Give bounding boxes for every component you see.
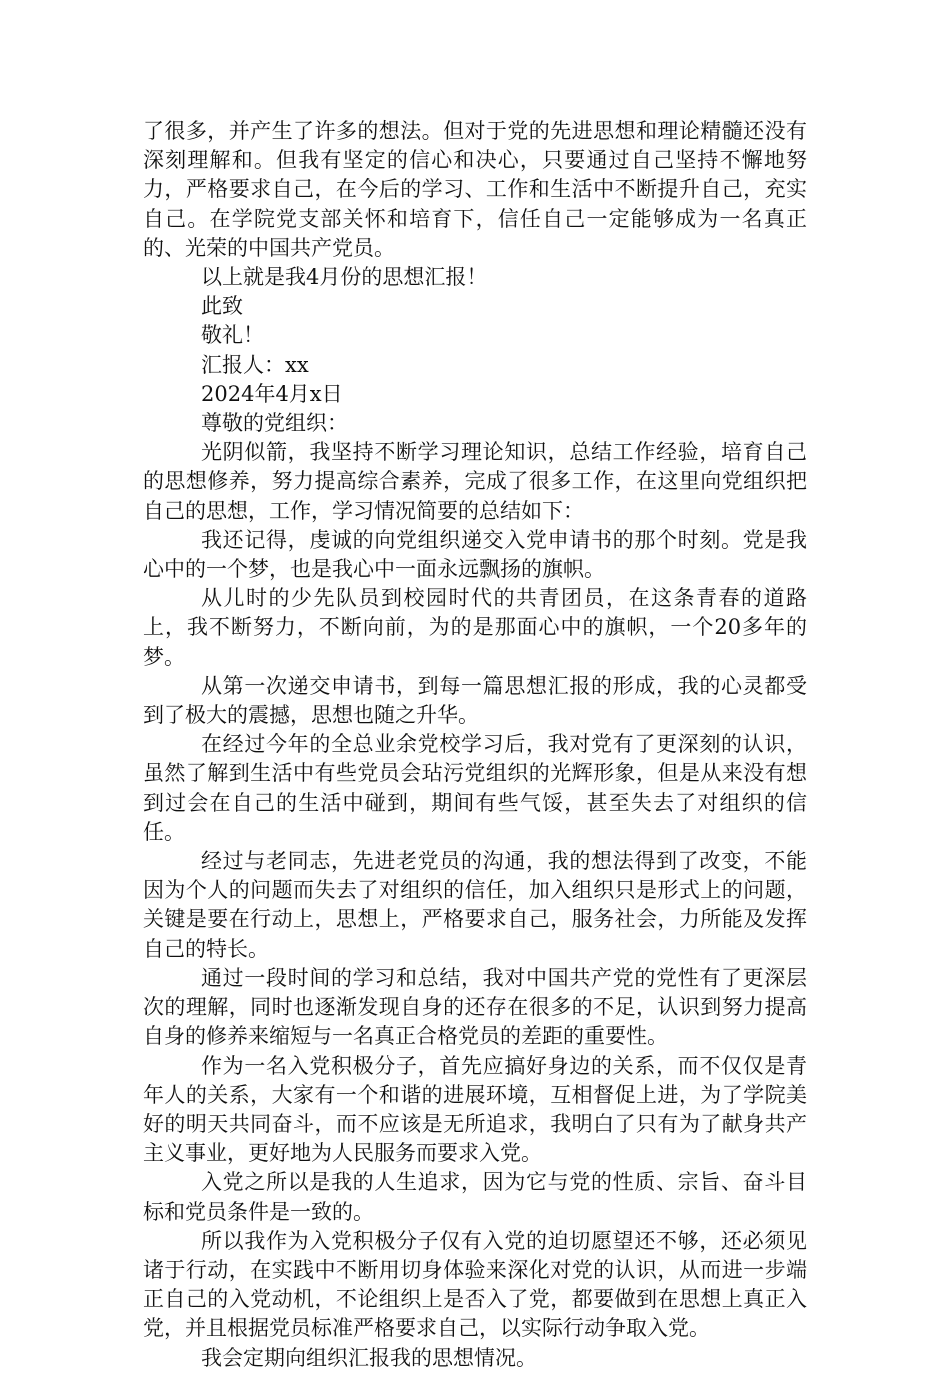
paragraph-continued: 了很多，并产生了许多的想法。但对于党的先进思想和理论精髓还没有深刻理解和。但我有坚定的信心和决心，只要通过自己坚持不懈地努力，严格要求自己，在今后的学习、工作和生活中不断提升自己，充实自己。在学院党支部关怀和培育下，信任自己一定能够成为一名真正的、光荣的中国共产党员。 xyxy=(143,119,807,260)
paragraph-closing-statement: 以上就是我4月份的思想汇报！ xyxy=(201,265,488,290)
paragraph-body: 通过一段时间的学习和总结，我对中国共产党的党性有了更深层次的理解，同时也逐渐发现自身的还存在很多的不足，认识到努力提高自身的修养来缩短与一名真正合格党员的差距的重要性。 xyxy=(143,965,807,1049)
document-page xyxy=(143,117,807,1373)
paragraph-body: 所以我作为入党积极分子仅有入党的迫切愿望还不够，还必须见诸于行动，在实践中不断用切身体验来深化对党的认识，从而进一步端正自己的入党动机，不论组织上是否入了党，都要做到在思想上真正入党，并且根据党员标准严格要求自己，以实际行动争取入党。 xyxy=(143,1228,807,1341)
paragraph-body: 在经过今年的全总业余党校学习后，我对党有了更深刻的认识，虽然了解到生活中有些党员会玷污党组织的光辉形象，但是从来没有想到过会在自己的生活中碰到，期间有些气馁，甚至失去了对组织的信任。 xyxy=(143,732,807,844)
report-date: 2024年4月x日 xyxy=(201,381,343,406)
paragraph-body: 经过与老同志，先进老党员的沟通，我的想法得到了改变，不能因为个人的问题而失去了对组织的信任，加入组织只是形式上的问题，关键是要在行动上，思想上，严格要求自己，服务社会，力所能及发挥自己的特长。 xyxy=(143,849,807,961)
paragraph-body: 从第一次递交申请书，到每一篇思想汇报的形成，我的心灵都受到了极大的震撼，思想也随之升华。 xyxy=(143,673,807,728)
salutation-cizhi: 此致 xyxy=(201,294,243,319)
paragraph-body: 我会定期向组织汇报我的思想情况。 xyxy=(201,1345,537,1370)
paragraph-body: 光阴似箭，我坚持不断学习理论知识，总结工作经验，培育自己的思想修养，努力提高综合素养，完成了很多工作，在这里向党组织把自己的思想，工作，学习情况简要的总结如下： xyxy=(143,440,807,523)
salutation-jingli: 敬礼！ xyxy=(201,323,264,348)
reporter-name: 汇报人：xx xyxy=(201,352,309,377)
paragraph-body: 从儿时的少先队员到校园时代的共青团员，在这条青春的道路上，我不断努力，不断向前，为的是那面心中的旗帜，一个20多年的梦。 xyxy=(143,586,807,669)
greeting-party-organization: 尊敬的党组织： xyxy=(201,411,348,436)
paragraph-body: 入党之所以是我的人生追求，因为它与党的性质、宗旨、奋斗目标和党员条件是一致的。 xyxy=(143,1170,807,1224)
paragraph-body: 我还记得，虔诚的向党组织递交入党申请书的那个时刻。党是我心中的一个梦，也是我心中一面永远飘扬的旗帜。 xyxy=(143,527,807,582)
paragraph-body: 作为一名入党积极分子，首先应搞好身边的关系，而不仅仅是青年人的关系，大家有一个和谐的进展环境，互相督促上进，为了学院美好的明天共同奋斗，而不应该是无所追求，我明白了只有为了献身共产主义事业，更好地为人民服务而要求入党。 xyxy=(143,1053,807,1166)
